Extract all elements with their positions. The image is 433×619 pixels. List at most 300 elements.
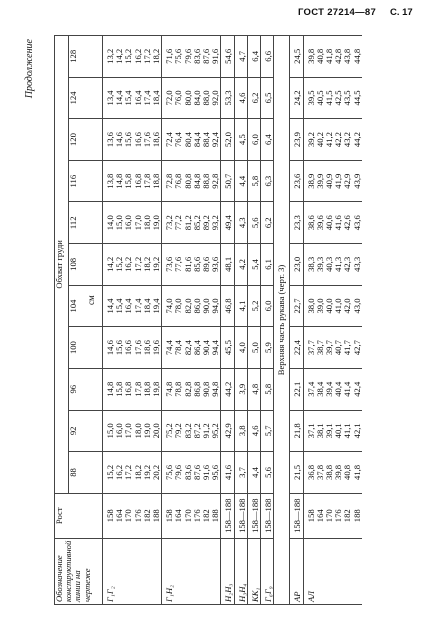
cell-value: 92,8 <box>210 173 221 189</box>
value-cell <box>303 160 362 202</box>
cell-value: 89,6 <box>201 256 212 272</box>
cell-value: 82,4 <box>182 340 193 356</box>
page-header <box>0 0 433 22</box>
value-cell <box>290 77 303 119</box>
cell-value: 16,4 <box>123 298 134 314</box>
cell-value: 72,4 <box>164 132 175 148</box>
cell-value: 80,0 <box>182 90 193 106</box>
value-cell <box>162 202 221 244</box>
cell-value: 78,0 <box>173 298 184 314</box>
cell-value: 39,3 <box>314 256 325 272</box>
cell-value: 5,6 <box>263 467 274 478</box>
cell-value: 89,2 <box>201 215 212 231</box>
cell-value: 14,4 <box>114 90 125 106</box>
size-header-116: 116 <box>69 160 103 202</box>
cell-value: 53,3 <box>223 90 234 106</box>
cell-value: 18,4 <box>151 90 162 106</box>
cell-value: 14,6 <box>114 132 125 148</box>
size-header-124: 124 <box>69 77 103 119</box>
value-cell <box>103 77 162 119</box>
cell-value: 4,2 <box>236 259 247 270</box>
cell-value: 85,2 <box>191 215 202 231</box>
cell-value: 43,2 <box>342 132 353 148</box>
cell-value: 3,8 <box>236 425 247 437</box>
cell-value: 5,4 <box>249 259 260 270</box>
cell-value: 17,4 <box>141 90 152 106</box>
cell-value: 50,7 <box>223 173 234 189</box>
cell-value: 16,2 <box>132 48 143 64</box>
cell-value: 13,8 <box>105 173 115 189</box>
cell-value: 188 <box>210 509 221 523</box>
cell-value: 82,8 <box>182 381 193 397</box>
cell-value: 19,6 <box>151 340 162 356</box>
cell-value: 79,2 <box>173 423 184 439</box>
cell-value: 4,1 <box>236 300 247 312</box>
cell-value: 18,6 <box>141 340 152 356</box>
cell-value: 17,6 <box>141 132 152 148</box>
cell-value: 14,0 <box>105 215 115 231</box>
cell-value: 37,7 <box>305 340 316 356</box>
cell-value: 5,7 <box>263 425 274 437</box>
cell-value: 6,2 <box>263 217 274 229</box>
value-cell <box>221 244 234 286</box>
cell-value: 40,3 <box>324 256 335 272</box>
section-title: Верхняя часть рукава (черт. 3) <box>274 36 290 605</box>
cell-value: 79,6 <box>173 464 184 480</box>
value-cell <box>261 244 274 286</box>
value-cell <box>162 452 221 494</box>
cell-value: 17,4 <box>132 298 143 314</box>
cell-value: 21,5 <box>292 464 303 480</box>
cell-value: 23,0 <box>292 256 303 272</box>
cell-value: 41,4 <box>342 381 353 397</box>
cell-value: 15,4 <box>123 90 134 106</box>
cell-value: 78,8 <box>173 381 184 397</box>
cell-value: 4,5 <box>236 134 247 145</box>
cell-value: 91,2 <box>201 423 212 439</box>
cell-value: 16,8 <box>132 173 143 189</box>
cell-value: 23,3 <box>292 215 303 231</box>
cell-value: 17,6 <box>132 340 143 356</box>
value-cell <box>221 77 234 119</box>
cell-value: 75,2 <box>164 423 175 439</box>
value-cell <box>234 160 247 202</box>
table-row <box>221 36 234 605</box>
value-cell <box>247 36 260 78</box>
cell-value: 76,0 <box>173 90 184 106</box>
size-header-100: 100 <box>69 327 103 369</box>
cell-value: 38,6 <box>305 215 316 231</box>
cell-value: 76,4 <box>173 132 184 148</box>
cell-value: 158 <box>164 509 175 523</box>
value-cell <box>247 285 260 327</box>
cell-value: 39,8 <box>305 48 316 64</box>
value-cell <box>234 36 247 78</box>
cell-value: 40,0 <box>324 298 335 314</box>
table-body <box>103 36 362 605</box>
rost-cell <box>221 493 234 538</box>
cell-value: 52,0 <box>223 132 234 148</box>
cell-value: 43,9 <box>351 173 362 189</box>
cell-value: 15,6 <box>123 132 134 148</box>
cell-value: 78,4 <box>173 340 184 356</box>
group-header: Обхват груди <box>55 36 69 494</box>
cell-value: 16,0 <box>123 215 134 231</box>
row-label: АЛ <box>303 538 362 604</box>
cell-value: 81,2 <box>182 215 193 231</box>
cell-value: 42,9 <box>223 423 234 439</box>
size-header-104: 104 <box>69 285 103 327</box>
cell-value: 38,9 <box>305 173 316 189</box>
cell-value: 13,6 <box>105 132 115 148</box>
cell-value: 17,2 <box>141 48 152 64</box>
cell-value: 83,6 <box>182 464 193 480</box>
cell-value: 16,8 <box>123 381 134 397</box>
value-cell <box>290 410 303 452</box>
value-cell <box>290 368 303 410</box>
cell-value: 43,6 <box>351 215 362 231</box>
value-cell <box>290 285 303 327</box>
cell-value: 90,0 <box>201 298 212 314</box>
cell-value: 18,2 <box>151 48 162 64</box>
cell-value: 15,8 <box>123 173 134 189</box>
cell-value: 18,2 <box>132 464 143 480</box>
cell-value: 84,8 <box>191 173 202 189</box>
cell-value: 39,6 <box>314 215 325 231</box>
cell-value: 14,2 <box>105 256 115 272</box>
cell-value: 3,9 <box>236 383 247 395</box>
value-cell <box>290 202 303 244</box>
value-cell <box>261 36 274 78</box>
cell-value: 40,5 <box>314 90 325 106</box>
cell-value: 41,2 <box>324 132 335 148</box>
cell-value: 15,6 <box>114 340 125 356</box>
value-cell <box>221 285 234 327</box>
cell-value: 17,0 <box>132 215 143 231</box>
rost-cell <box>303 493 362 538</box>
value-cell <box>261 202 274 244</box>
value-cell <box>247 327 260 369</box>
value-cell <box>162 36 221 78</box>
rotated-table-page <box>24 35 404 605</box>
size-header-88: 88 <box>69 452 103 494</box>
value-cell <box>221 327 234 369</box>
table-row <box>103 36 162 605</box>
value-cell <box>290 327 303 369</box>
value-cell <box>234 119 247 161</box>
cell-value: 16,0 <box>114 423 125 439</box>
cell-value: 4,6 <box>236 92 247 104</box>
cell-value: 5,2 <box>249 300 260 312</box>
value-cell <box>162 77 221 119</box>
cell-value: 95,6 <box>210 464 221 480</box>
cell-value: 39,7 <box>324 340 335 356</box>
standard-number: ГОСТ 27214—87 <box>298 7 377 18</box>
cell-value: 158—188 <box>249 498 260 533</box>
cell-value: 88,4 <box>201 132 212 148</box>
page-number: С. 17 <box>390 7 413 18</box>
cell-value: 18,0 <box>141 215 152 231</box>
cell-value: 5,6 <box>249 217 260 229</box>
cell-value: 41,8 <box>324 48 335 64</box>
cell-value: 84,4 <box>191 132 202 148</box>
cell-value: 15,2 <box>105 464 115 480</box>
cell-value: 188 <box>351 509 362 523</box>
value-cell <box>261 77 274 119</box>
cell-value: 54,6 <box>223 48 234 64</box>
cell-value: 72,8 <box>164 173 175 189</box>
size-header-108: 108 <box>69 244 103 286</box>
cell-value: 90,8 <box>201 381 212 397</box>
cell-value: 38,4 <box>314 381 325 397</box>
cell-value: 40,6 <box>324 215 335 231</box>
row-label: Г₁Г₂ <box>103 538 162 604</box>
cell-value: 14,2 <box>114 48 125 64</box>
cell-value: 37,1 <box>305 423 316 439</box>
cell-value: 37,8 <box>314 464 325 480</box>
cell-value: 15,2 <box>114 256 125 272</box>
cell-value: 6,6 <box>263 50 274 62</box>
cell-value: 158—188 <box>236 498 247 533</box>
value-cell <box>103 202 162 244</box>
cell-value: 75,6 <box>173 48 184 64</box>
cell-value: 176 <box>132 509 143 523</box>
rost-cell <box>261 493 274 538</box>
cell-value: 176 <box>191 509 202 523</box>
rost-cell <box>234 493 247 538</box>
cell-value: 41,5 <box>324 90 335 106</box>
cell-value: 182 <box>342 509 353 523</box>
cell-value: 42,7 <box>351 340 362 356</box>
cell-value: 14,8 <box>114 173 125 189</box>
cell-value: 40,8 <box>314 48 325 64</box>
cell-value: 49,4 <box>223 215 234 231</box>
cell-value: 3,7 <box>236 467 247 478</box>
cell-value: 44,5 <box>351 90 362 106</box>
cell-value: 39,5 <box>305 90 316 106</box>
cell-value: 16,2 <box>123 256 134 272</box>
value-cell <box>261 160 274 202</box>
cell-value: 42,8 <box>333 48 344 64</box>
cell-value: 41,0 <box>333 298 344 314</box>
cell-value: 19,2 <box>151 256 162 272</box>
cell-value: 15,2 <box>123 48 134 64</box>
cell-value: 164 <box>114 509 125 523</box>
value-cell <box>162 410 221 452</box>
value-cell <box>234 452 247 494</box>
cell-value: 41,8 <box>351 464 362 480</box>
cell-value: 84,0 <box>191 90 202 106</box>
cell-value: 40,1 <box>333 423 344 439</box>
row-label: КК₁ <box>247 538 260 604</box>
cell-value: 42,9 <box>342 173 353 189</box>
cell-value: 5,8 <box>263 383 274 395</box>
size-header-96: 96 <box>69 368 103 410</box>
value-cell <box>247 410 260 452</box>
value-cell <box>261 452 274 494</box>
cell-value: 17,2 <box>123 464 134 480</box>
cell-value: 17,0 <box>123 423 134 439</box>
cell-value: 48,1 <box>223 256 234 272</box>
rost-cell <box>290 493 303 538</box>
col-label-header: Обозначение конструктивной линии на чертеже <box>55 538 103 604</box>
cell-value: 16,2 <box>114 464 125 480</box>
value-cell <box>261 327 274 369</box>
size-header-120: 120 <box>69 119 103 161</box>
cell-value: 86,8 <box>191 381 202 397</box>
cell-value: 42,4 <box>351 381 362 397</box>
cell-value: 40,8 <box>342 464 353 480</box>
cell-value: 41,6 <box>333 215 344 231</box>
cell-value: 77,2 <box>173 215 184 231</box>
cell-value: 23,6 <box>292 173 303 189</box>
rost-cell <box>162 493 221 538</box>
cell-value: 17,2 <box>132 256 143 272</box>
cell-value: 4,0 <box>236 342 247 353</box>
section-title-row <box>274 36 290 605</box>
cell-value: 6,4 <box>263 134 274 145</box>
value-cell <box>303 452 362 494</box>
cell-value: 21,8 <box>292 423 303 439</box>
cell-value: 80,4 <box>182 132 193 148</box>
cell-value: 94,0 <box>210 298 221 314</box>
cell-value: 38,3 <box>305 256 316 272</box>
cell-value: 158—188 <box>292 498 303 533</box>
cell-value: 94,8 <box>210 381 221 397</box>
cell-value: 5,8 <box>249 175 260 187</box>
cell-value: 20,0 <box>151 423 162 439</box>
cell-value: 88,8 <box>201 173 212 189</box>
cell-value: 72,0 <box>164 90 175 106</box>
cell-value: 40,2 <box>314 132 325 148</box>
value-cell <box>303 202 362 244</box>
cell-value: 15,0 <box>114 215 125 231</box>
cell-value: 74,0 <box>164 298 175 314</box>
value-cell <box>303 119 362 161</box>
value-cell <box>234 244 247 286</box>
cell-value: 77,6 <box>173 256 184 272</box>
cell-value: 164 <box>314 509 325 523</box>
cell-value: 22,7 <box>292 298 303 314</box>
cell-value: 170 <box>324 509 335 523</box>
cell-value: 95,2 <box>210 423 221 439</box>
cell-value: 44,2 <box>351 132 362 148</box>
value-cell <box>221 452 234 494</box>
table-row <box>247 36 260 605</box>
cell-value: 39,4 <box>324 381 335 397</box>
cell-value: 4,6 <box>249 425 260 437</box>
cell-value: 38,1 <box>314 423 325 439</box>
value-cell <box>103 410 162 452</box>
cell-value: 76,8 <box>173 173 184 189</box>
row-label: Г₁Н₂ <box>162 538 221 604</box>
value-cell <box>261 119 274 161</box>
value-cell <box>103 244 162 286</box>
cell-value: 93,6 <box>210 256 221 272</box>
cell-value: 91,6 <box>201 464 212 480</box>
cell-value: 83,2 <box>182 423 193 439</box>
value-cell <box>247 368 260 410</box>
cell-value: 182 <box>201 509 212 523</box>
cell-value: 88,0 <box>201 90 212 106</box>
cell-value: 87,2 <box>191 423 202 439</box>
cell-value: 13,4 <box>105 90 115 106</box>
value-cell <box>303 368 362 410</box>
cell-value: 6,5 <box>263 92 274 104</box>
value-cell <box>247 244 260 286</box>
cell-value: 6,0 <box>249 134 260 145</box>
cell-value: 4,7 <box>236 50 247 62</box>
cell-value: 87,6 <box>201 48 212 64</box>
cell-value: 4,3 <box>236 217 247 229</box>
value-cell <box>261 410 274 452</box>
cell-value: 71,6 <box>164 48 175 64</box>
value-cell <box>303 285 362 327</box>
value-cell <box>162 368 221 410</box>
cell-value: 92,0 <box>210 90 221 106</box>
row-label: Н₂Н₃ <box>221 538 234 604</box>
cell-value: 182 <box>141 509 152 523</box>
cell-value: 86,4 <box>191 340 202 356</box>
cell-value: 39,1 <box>324 423 335 439</box>
value-cell <box>290 36 303 78</box>
cell-value: 6,2 <box>249 92 260 104</box>
row-label: Н₃Н₄ <box>234 538 247 604</box>
size-header-128: 128 <box>69 36 103 78</box>
cell-value: 41,1 <box>342 423 353 439</box>
cell-value: 36,8 <box>305 464 316 480</box>
cell-value: 41,9 <box>333 173 344 189</box>
cell-value: 19,2 <box>141 464 152 480</box>
cell-value: 15,4 <box>114 298 125 314</box>
value-cell <box>247 160 260 202</box>
value-cell <box>261 368 274 410</box>
rost-cell <box>103 493 162 538</box>
cell-value: 73,6 <box>164 256 175 272</box>
value-cell <box>303 36 362 78</box>
cell-value: 82,0 <box>182 298 193 314</box>
cell-value: 43,0 <box>351 298 362 314</box>
cell-value: 44,2 <box>223 381 234 397</box>
cell-value: 42,6 <box>342 215 353 231</box>
size-header-92: 92 <box>69 410 103 452</box>
cell-value: 16,6 <box>132 132 143 148</box>
value-cell <box>103 36 162 78</box>
value-cell <box>234 410 247 452</box>
cell-value: 14,4 <box>105 298 115 314</box>
cell-value: 17,8 <box>141 173 152 189</box>
value-cell <box>103 119 162 161</box>
cell-value: 14,6 <box>105 340 115 356</box>
value-cell <box>103 368 162 410</box>
cell-value: 37,4 <box>305 381 316 397</box>
cell-value: 42,0 <box>342 298 353 314</box>
value-cell <box>221 36 234 78</box>
unit-label: см <box>86 295 96 305</box>
value-cell <box>221 160 234 202</box>
row-label: АР <box>290 538 303 604</box>
value-cell <box>247 119 260 161</box>
cell-value: 4,4 <box>249 467 260 478</box>
value-cell <box>103 327 162 369</box>
cell-value: 39,2 <box>305 132 316 148</box>
cell-value: 38,7 <box>314 340 325 356</box>
cell-value: 170 <box>123 509 134 523</box>
cell-value: 42,3 <box>342 256 353 272</box>
cell-value: 39,0 <box>314 298 325 314</box>
value-cell <box>234 202 247 244</box>
cell-value: 24,5 <box>292 48 303 64</box>
